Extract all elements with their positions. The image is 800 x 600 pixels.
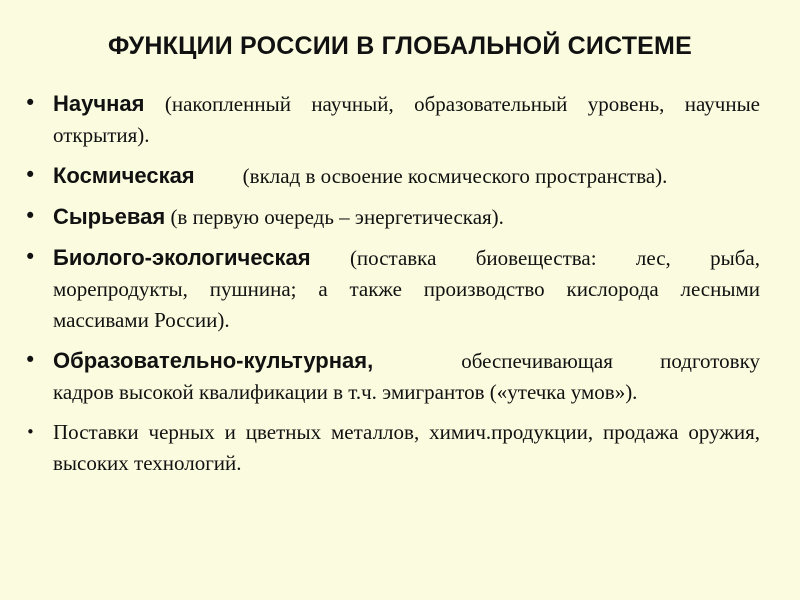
bullet-icon: • [24,204,37,228]
item-text: (в первую очередь – энергетическая). [165,205,504,229]
bullet-icon: • [24,348,37,372]
item-heading: Космическая [53,163,195,188]
bullet-icon: • [24,163,37,187]
item-text: Поставки черных и цветных металлов, химич.продукции, продажа оружия, высоких технологий. [53,420,760,475]
item-heading: Научная [53,91,145,116]
list-item-scientific [20,88,760,151]
item-heading: Биолого-экологическая [53,245,311,270]
list-item-bio-ecological [20,242,760,336]
item-text: (поставка биовещества: лес, рыба, морепродукты, пушнина; а также производство кислорода лесными массивами России). [53,246,760,332]
bullet-icon: • [26,423,35,441]
list-item-educational-cultural [20,345,760,408]
bullet-icon: • [24,91,37,115]
list-item-exports [20,417,760,479]
function-list [20,88,760,488]
item-heading: Образовательно-культурная, [53,348,374,373]
item-text: обеспечивающая подготовку кадров высокой квалификации в т.ч. эмигрантов («утечка умов»). [53,349,760,404]
item-text: (вклад в освоение космического пространства). [242,164,668,188]
slide-title: ФУНКЦИИ РОССИИ В ГЛОБАЛЬНОЙ СИСТЕМЕ [108,32,692,60]
item-text: (накопленный научный, образовательный уровень, научные открытия). [53,92,760,147]
list-item-space [20,160,760,192]
bullet-icon: • [24,245,37,269]
item-heading: Сырьевая [53,204,166,229]
list-item-raw-materials [20,201,760,233]
